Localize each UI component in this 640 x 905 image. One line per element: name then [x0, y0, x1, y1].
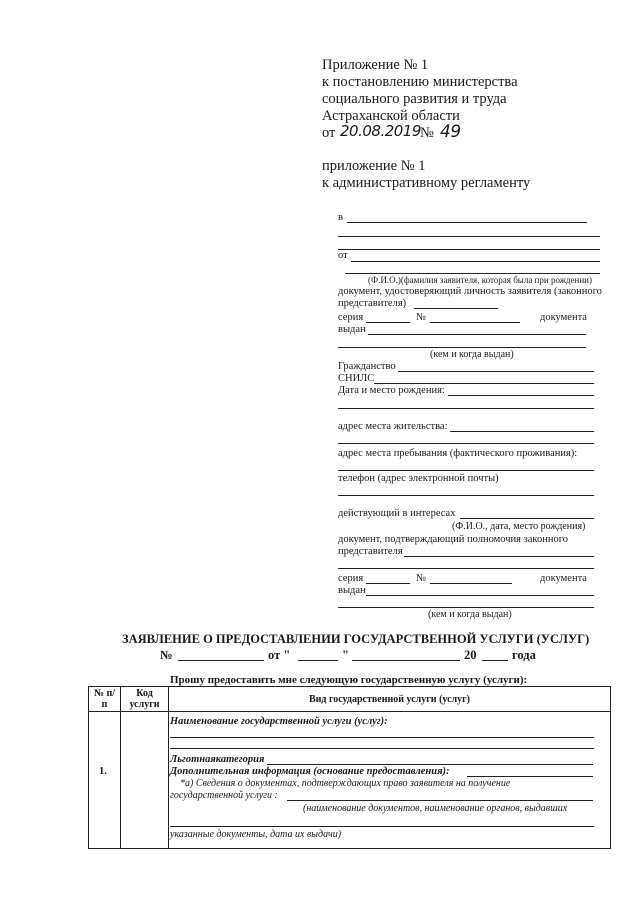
series-line — [366, 322, 410, 323]
series2-label: серия — [338, 573, 364, 584]
statement-number-line — [178, 660, 264, 661]
from-line-2 — [345, 273, 600, 274]
handwritten-date: 20.08.2019 — [340, 122, 421, 140]
rep-line — [404, 556, 594, 557]
rep-line-blank — [338, 568, 594, 569]
request-text: Прошу предоставить мне следующую государственную услугу (услуги): — [170, 674, 528, 686]
from-label: от — [338, 250, 348, 261]
reglament-line-1: приложение № 1 — [322, 158, 426, 174]
service-name-label: Наименование государственной услуги (услуг): — [170, 716, 388, 727]
issued-line — [368, 334, 586, 335]
appendix-line-1: Приложение № 1 — [322, 57, 429, 73]
category-label: Льготнаякатегория — [170, 754, 265, 765]
stay-line — [338, 470, 594, 471]
appendix-line-2: к постановлению министерства — [322, 74, 518, 90]
col-code-header: Код услуги — [121, 687, 169, 712]
statement-day-line — [298, 660, 338, 661]
docs-a-line-3: указанные документы, дата их выдачи) — [170, 829, 342, 840]
issued2-line — [366, 595, 594, 596]
service-name-line[interactable] — [170, 737, 594, 738]
snils-label: СНИЛС — [338, 373, 375, 384]
row-number-cell — [89, 712, 121, 849]
citizenship-label: Гражданство — [338, 361, 396, 372]
doc-line-2: представителя) — [338, 298, 407, 309]
statement-month-line — [352, 660, 460, 661]
statement-year-line — [482, 660, 508, 661]
extra-info-line[interactable] — [467, 776, 593, 777]
docs-a-line-1: *а) Сведения о документах, подтверждающих право заявителя на получение — [180, 778, 511, 789]
row-code-cell[interactable] — [121, 712, 169, 849]
acting-caption: (Ф.И.О., дата, место рождения) — [452, 521, 586, 532]
issued2-caption: (кем и когда выдан) — [428, 609, 512, 620]
document2-label: документа — [540, 573, 587, 584]
statement-year-suffix: года — [512, 648, 536, 662]
number-label: № — [416, 312, 427, 323]
snils-line — [374, 383, 594, 384]
stay-label: адрес места пребывания (фактического проживания): — [338, 448, 578, 459]
residence-label: адрес места жительства: — [338, 421, 448, 432]
appendix-number-prefix: № — [420, 125, 434, 141]
number2-line — [430, 583, 512, 584]
issued-line-2 — [338, 347, 586, 348]
handwritten-number: 49 — [440, 122, 461, 142]
issued2-line-2 — [338, 607, 594, 608]
document-label: документа — [540, 312, 587, 323]
statement-number-label: № — [160, 648, 173, 662]
col-number-header: № п/п — [89, 687, 121, 712]
statement-title: ЗАЯВЛЕНИЕ О ПРЕДОСТАВЛЕНИИ ГОСУДАРСТВЕННОЙ УСЛУГИ (УСЛУГ) — [122, 632, 590, 646]
to-label: в — [338, 212, 343, 223]
appendix-line-4: Астраханской области — [322, 108, 460, 124]
statement-year-prefix: 20 — [464, 648, 477, 662]
citizenship-line — [398, 371, 594, 372]
doc-line-blank — [414, 308, 498, 309]
issued-caption: (кем и когда выдан) — [430, 349, 514, 360]
category-line[interactable] — [267, 764, 593, 765]
reglament-line-2: к административному регламенту — [322, 175, 531, 191]
birth-label: Дата и место рождения: — [338, 385, 445, 396]
docs-a-line-2: государственной услуги : — [170, 790, 278, 801]
appendix-line-3: социального развития и труда — [322, 91, 507, 107]
issued-label: выдан — [338, 324, 366, 335]
series2-line — [366, 583, 410, 584]
number2-label: № — [416, 573, 427, 584]
table-header-row — [89, 687, 611, 712]
issued2-label: выдан — [338, 585, 366, 596]
to-line-2 — [338, 236, 600, 237]
birth-line — [448, 395, 594, 396]
extra-info-label: Дополнительная информация (основание предоставления): — [170, 766, 450, 777]
rep-line-2: представителя — [338, 546, 403, 557]
docs-caption: (наименование документов, наименование органов, выдавших — [303, 803, 568, 814]
phone-line — [338, 495, 594, 496]
residence-line-2 — [338, 443, 594, 444]
docs-line-2[interactable] — [170, 826, 594, 827]
acting-line — [460, 518, 594, 519]
to-line — [347, 222, 587, 223]
fio-caption: (Ф.И.О.)(фамилия заявителя, которая была при рождении) — [368, 275, 592, 285]
acting-label: действующий в интересах — [338, 508, 456, 519]
series-label: серия — [338, 312, 364, 323]
number-line — [430, 322, 520, 323]
table-row — [89, 712, 611, 849]
from-line — [351, 261, 600, 262]
statement-from-label: от " — [268, 648, 291, 662]
phone-label: телефон (адрес электронной почты) — [338, 473, 499, 484]
docs-line[interactable] — [287, 800, 593, 801]
services-table — [88, 686, 611, 849]
col-kind-header: Вид государственной услуги (услуг) — [169, 687, 611, 712]
row-kind-cell — [169, 712, 611, 849]
appendix-date-prefix: от — [322, 125, 336, 141]
birth-line-2 — [338, 408, 594, 409]
statement-quote: " — [342, 648, 349, 662]
to-line-3 — [338, 249, 600, 250]
residence-line — [450, 431, 594, 432]
doc-line-1: документ, удостоверяющий личность заявителя (законного — [338, 286, 602, 297]
rep-line-1: документ, подтверждающий полномочия законного — [338, 534, 569, 545]
row-number: 1. — [99, 766, 107, 777]
service-name-line-2[interactable] — [170, 748, 594, 749]
